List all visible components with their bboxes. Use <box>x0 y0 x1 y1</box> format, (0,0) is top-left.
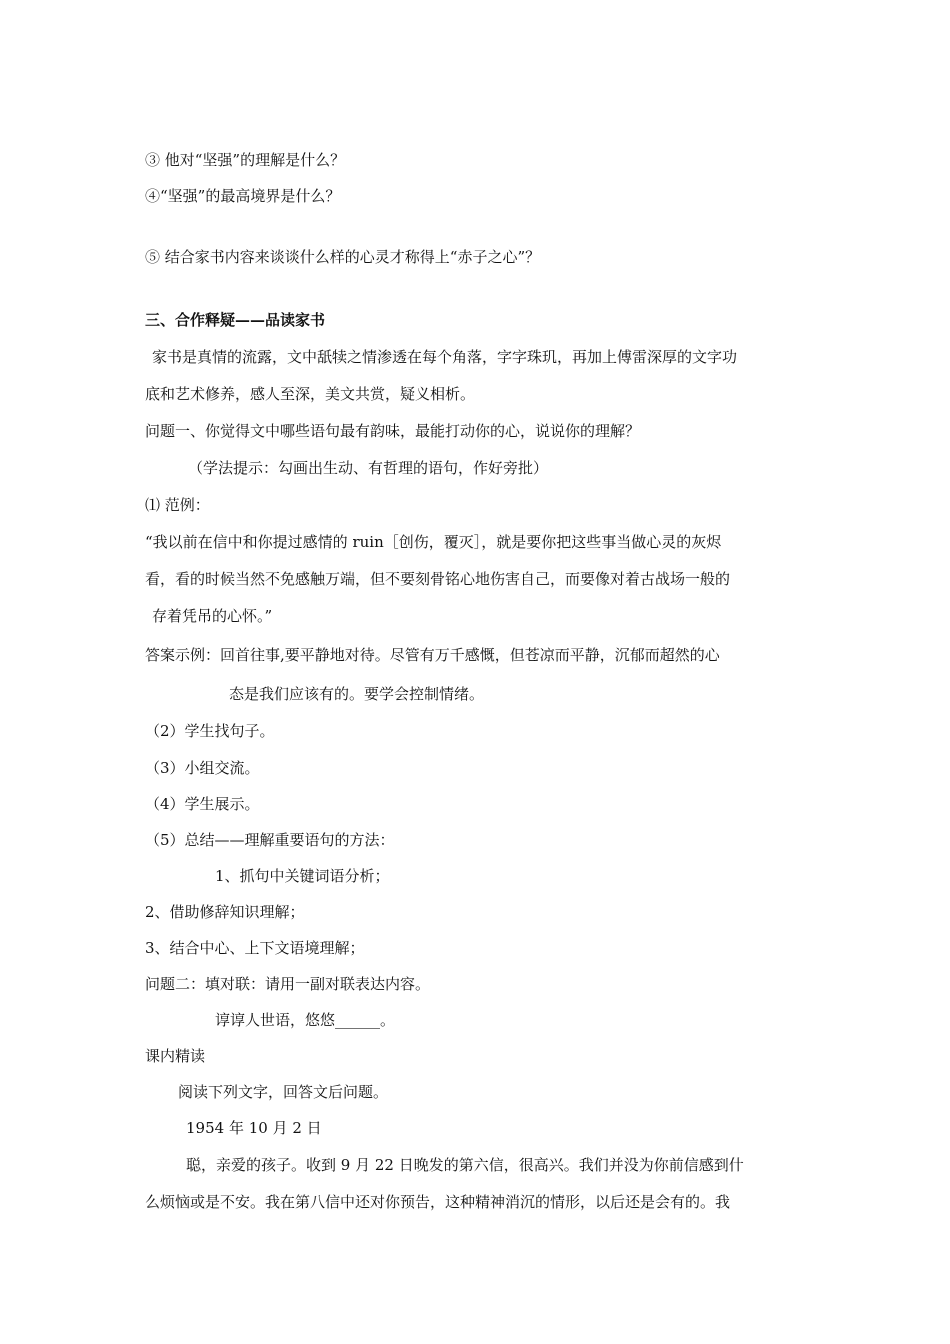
answer-example-line-1: 答案示例：回首往事,要平静地对待。尽管有万千感慨，但苍凉而平静，沉郁而超然的心 <box>145 646 720 664</box>
reading-instruction: 阅读下列文字，回答文后问题。 <box>178 1083 389 1101</box>
problem-1: 问题一、你觉得文中哪些语句最有韵味，最能打动你的心，说说你的理解？ <box>145 422 641 440</box>
paragraph-intro-line-1: 家书是真情的流露，文中舐犊之情渗透在每个角落，字字珠玑，再加上傅雷深厚的文字功 <box>152 348 738 366</box>
method-2: 2、借助修辞知识理解； <box>145 903 305 921</box>
step-5: （5）总结——理解重要语句的方法： <box>145 831 395 849</box>
method-3: 3、结合中心、上下文语境理解； <box>145 939 365 957</box>
paragraph-intro-line-2: 底和艺术修养，感人至深，美文共赏，疑义相析。 <box>145 385 476 403</box>
example-quote-line-3: 存着凭吊的心怀。” <box>152 607 273 625</box>
step-4: （4）学生展示。 <box>145 795 260 813</box>
example-label: ⑴ 范例： <box>145 496 210 514</box>
step-3: （3）小组交流。 <box>145 759 260 777</box>
answer-example-line-2: 态是我们应该有的。要学会控制情绪。 <box>229 685 485 703</box>
example-quote-line-2: 看，看的时候当然不免感触万端，但不要刻骨铭心地伤害自己，而要像对着古战场一般的 <box>145 570 731 588</box>
section-heading-3: 三、合作释疑——品读家书 <box>145 311 326 329</box>
close-reading-heading: 课内精读 <box>145 1047 206 1065</box>
question-3: ③ 他对“坚强”的理解是什么？ <box>145 151 346 169</box>
letter-body-line-2: 么烦恼或是不安。我在第八信中还对你预告，这种精神消沉的情形，以后还是会有的。我 <box>145 1193 731 1211</box>
question-4: ④“坚强”的最高境界是什么？ <box>145 187 341 205</box>
letter-body-line-1: 聪，亲爱的孩子。收到 9 月 22 日晚发的第六信，很高兴。我们并没为你前信感到什 <box>186 1156 744 1174</box>
question-5: ⑤ 结合家书内容来谈谈什么样的心灵才称得上“赤子之心”？ <box>145 248 541 266</box>
step-2: （2）学生找句子。 <box>145 722 275 740</box>
example-quote-line-1: “我以前在信中和你提过感情的 ruin［创伤，覆灭］，就是要你把这些事当做心灵的灰烬 <box>145 533 722 551</box>
couplet-line: 谆谆人世语，悠悠______。 <box>215 1011 396 1029</box>
study-tip: （学法提示：勾画出生动、有哲理的语句，作好旁批） <box>188 459 549 477</box>
letter-date: 1954 年 10 月 2 日 <box>186 1119 322 1137</box>
method-1: 1、抓句中关键词语分析； <box>215 867 390 885</box>
problem-2: 问题二：填对联：请用一副对联表达内容。 <box>145 975 431 993</box>
